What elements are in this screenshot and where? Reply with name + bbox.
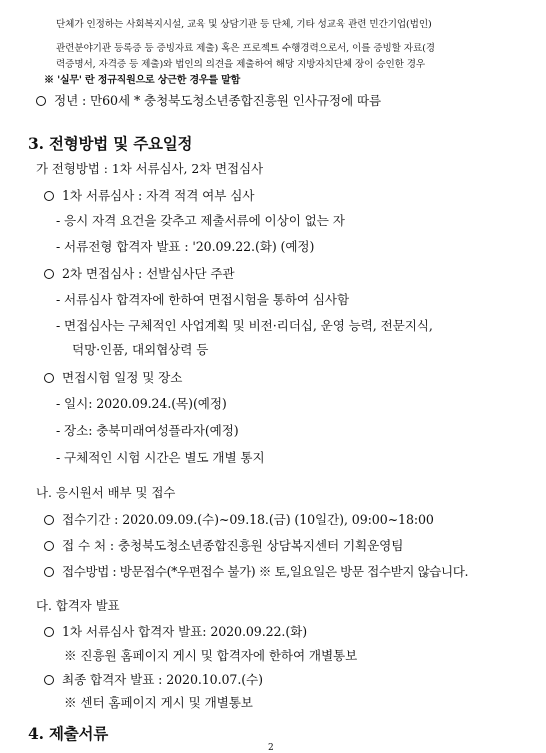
interview-place: - 장소: 충북미래여성플라자(예정) [56,423,239,438]
final-pass-note: ※ 센터 홈페이지 게시 및 개별통보 [64,695,253,710]
circle-bullet-icon [36,96,46,106]
interview-schedule-item: 면접시험 일정 및 장소 [44,372,182,385]
circle-bullet-icon [44,191,54,201]
circle-bullet-icon [44,675,54,685]
subsection-ga-title: 가 전형방법 : 1차 서류심사, 2차 면접심사 [36,161,264,176]
circle-bullet-icon [44,541,54,551]
practice-note: ※ '실무' 란 정규직원으로 상근한 경우를 말함 [44,75,241,86]
intro-line-2: 관련분야기관 등록증 등 증빙자료 제출) 혹은 프로젝트 수행경력으로서, 이를 증빙할 자료(경 [56,43,435,54]
interview-detail-2: - 면접심사는 구체적인 사업계획 및 비전·리더십, 운영 능력, 전문지식, [56,318,433,333]
first-pass-announcement-item: 1차 서류심사 합격자 발표: 2020.09.22.(화) [44,626,307,639]
subsection-da-title: 다. 합격자 발표 [36,598,120,613]
document-screening-detail-1: - 응시 자격 요건을 갖추고 제출서류에 이상이 없는 자 [56,213,345,228]
intro-line-3: 력증명서, 자격증 등 제출)와 법인의 의견을 제출하여 해당 지방자치단체 장이 승인한 경우 [56,59,426,70]
subsection-na-title: 나. 응시원서 배부 및 접수 [36,485,176,500]
circle-bullet-icon [44,373,54,383]
application-period-item: 접수기간 : 2020.09.09.(수)~09.18.(금) (10일간), 09:00~18:00 [44,514,434,527]
circle-bullet-icon [44,627,54,637]
page-number: 2 [268,743,274,753]
circle-bullet-icon [44,515,54,525]
section-4-heading: 4. 제출서류 [28,724,109,743]
document-screening-detail-2: - 서류전형 합격자 발표 : '20.09.22.(화) (예정) [56,239,315,254]
application-method-item: 접수방법 : 방문접수(*우편접수 불가) ※ 토,일요일은 방문 접수받지 않습니다. [44,566,468,579]
circle-bullet-icon [44,567,54,577]
circle-bullet-icon [44,269,54,279]
intro-line-1: 단체가 인정하는 사회복지시설, 교육 및 상담기관 등 단체, 기타 성교육 관련 민간기업(법인) [56,19,432,30]
interview-time-notice: - 구체적인 시험 시간은 별도 개별 통지 [56,450,265,465]
section-3-heading: 3. 전형방법 및 주요일정 [28,134,193,153]
interview-date: - 일시: 2020.09.24.(목)(예정) [56,396,227,411]
final-pass-announcement-item: 최종 합격자 발표 : 2020.10.07.(수) [44,674,263,687]
retirement-item [36,95,381,108]
document-screening-item: 1차 서류심사 : 자격 적격 여부 심사 [44,190,254,203]
application-office-item: 접 수 처 : 충청북도청소년종합진흥원 상담복지센터 기획운영팀 [44,540,403,553]
retirement-text: 정년 : 만60세 * 충청북도청소년종합진흥원 인사규정에 따름 [54,93,382,108]
interview-detail-2-cont: 덕망·인품, 대외협상력 등 [72,342,209,357]
interview-item: 2차 면접심사 : 선발심사단 주관 [44,268,234,281]
interview-detail-1: - 서류심사 합격자에 한하여 면접시험을 통하여 심사함 [56,292,350,307]
first-pass-note: ※ 진흥원 홈페이지 게시 및 합격자에 한하여 개별통보 [64,648,358,663]
